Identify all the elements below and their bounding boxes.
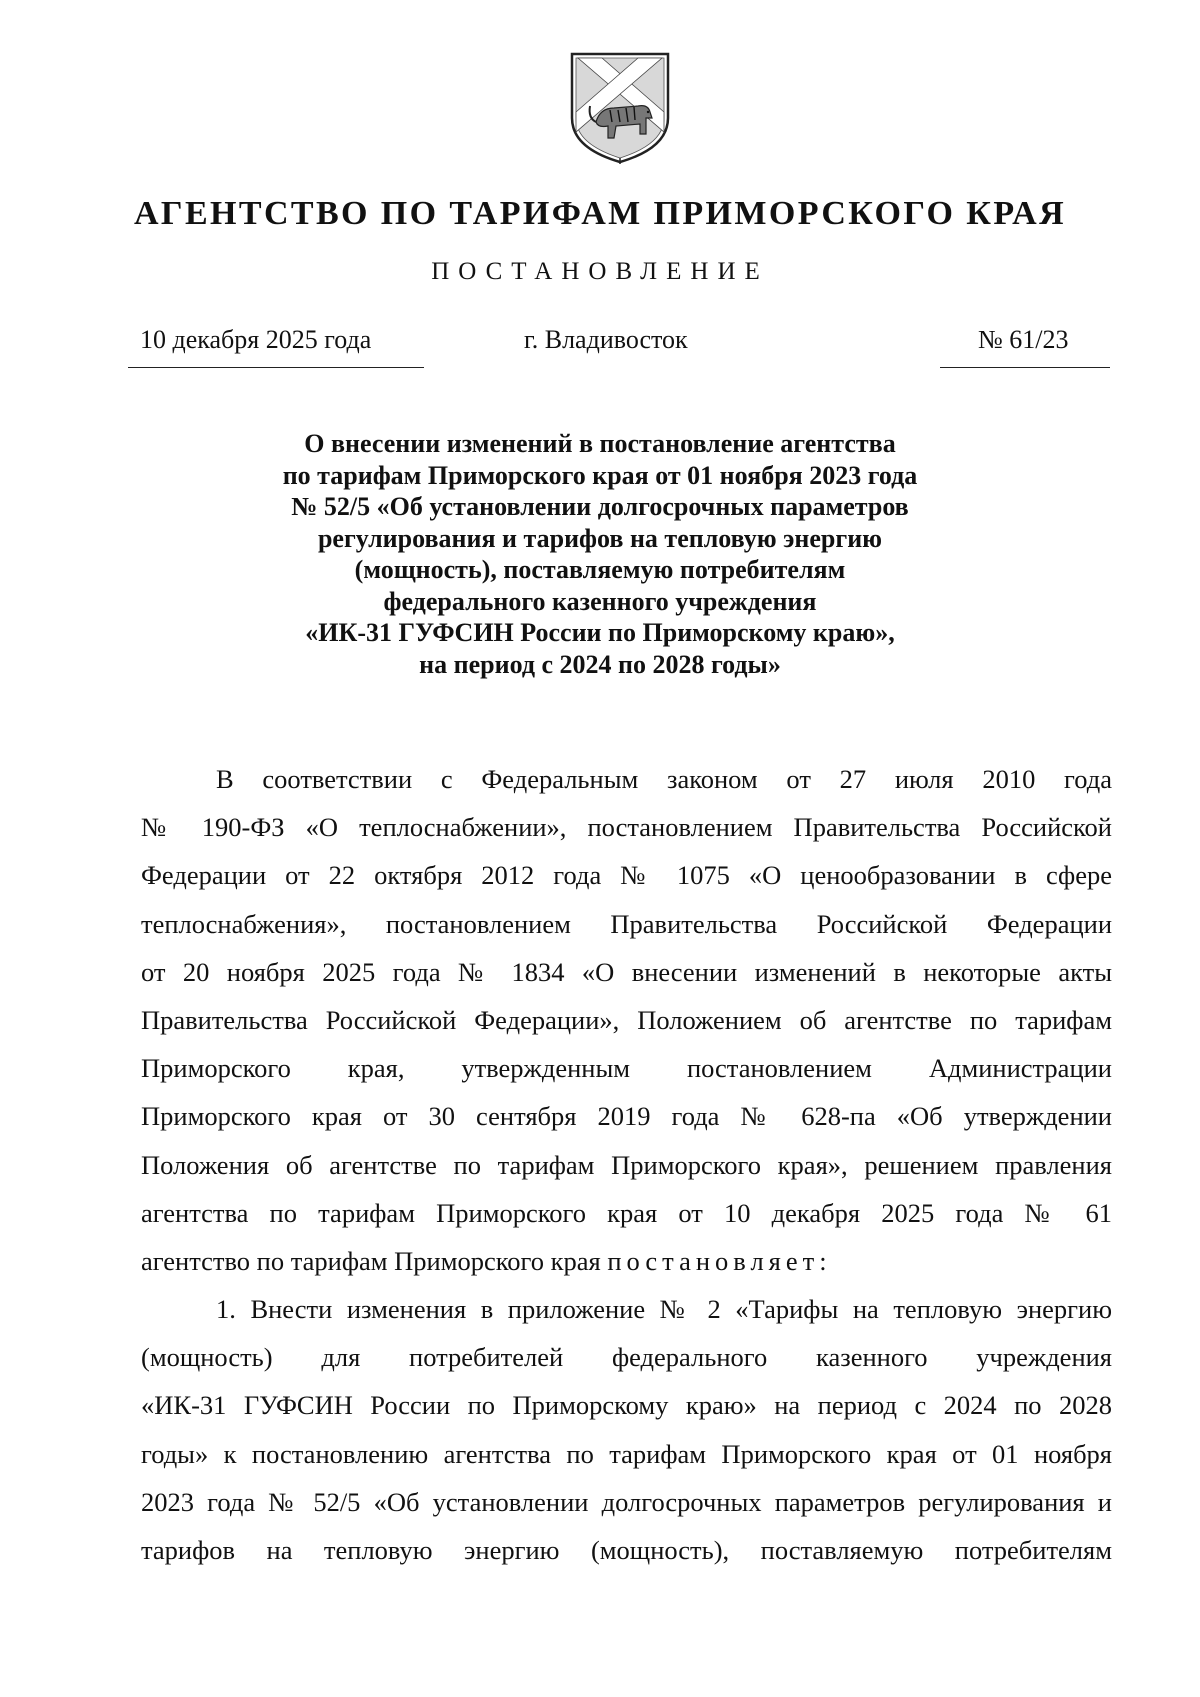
resolves-word: постановляет:: [607, 1245, 832, 1276]
body-line: годы» к постановлению агентства по тарифам Приморского края от 01 ноября: [141, 1438, 1112, 1469]
body-line: «ИК-31 ГУФСИН России по Приморскому краю» на период с 2024 по 2028: [141, 1390, 1112, 1421]
body-line: теплоснабжения», постановлением Правительства Российской Федерации: [141, 908, 1112, 939]
document-subject: [200, 428, 1000, 680]
document-type: ПОСТАНОВЛЕНИЕ: [431, 258, 769, 285]
subject-line: «ИК-31 ГУФСИН России по Приморскому краю»,: [305, 618, 895, 647]
subject-line: по тарифам Приморского края от 01 ноября 2023 года: [282, 460, 918, 490]
document-date: 10 декабря 2025 года: [140, 325, 372, 354]
subject-line: на период с 2024 по 2028 годы»: [419, 649, 781, 679]
body-line: (мощность) для потребителей федерального казенного учреждения: [141, 1342, 1112, 1373]
body-line: В соответствии с Федеральным законом от 27 июля 2010 года: [216, 764, 1112, 794]
body-line: Приморского края, утвержденным постановлением Администрации: [141, 1053, 1112, 1084]
subject-line: регулирования и тарифов на тепловую энергию: [317, 523, 883, 553]
subject-line: № 52/5 «Об установлении долгосрочных параметров: [291, 492, 909, 521]
body-line: агентства по тарифам Приморского края от 10 декабря 2025 года № 61: [141, 1197, 1112, 1228]
body-line: Положения об агентстве по тарифам Приморского края», решением правления: [141, 1149, 1112, 1180]
number-underline: [940, 367, 1110, 368]
body-line: 2023 года № 52/5 «Об установлении долгосрочных параметров регулирования и: [141, 1486, 1112, 1517]
body-line: Федерации от 22 октября 2012 года № 1075 «О ценообразовании в сфере: [141, 860, 1112, 891]
document-city: г. Владивосток: [524, 325, 688, 354]
body-line-text: агентство по тарифам Приморского края: [141, 1245, 601, 1276]
body-line: Правительства Российской Федерации», Положением об агентстве по тарифам: [141, 1004, 1112, 1035]
subject-line: О внесении изменений в постановление агентства: [304, 429, 896, 458]
resolution-line: [141, 1237, 1112, 1285]
subject-line: (мощность), поставляемую потребителям: [354, 555, 846, 584]
body-line: 1. Внести изменения в приложение № 2 «Тарифы на тепловую энергию: [216, 1294, 1112, 1325]
subject-line: федерального казенного учреждения: [383, 586, 817, 616]
body-line: от 20 ноября 2025 года № 1834 «О внесении изменений в некоторые акты: [141, 956, 1112, 987]
body-line: тарифов на тепловую энергию (мощность), поставляемую потребителям: [141, 1535, 1112, 1565]
body-line: Приморского края от 30 сентября 2019 года № 628-па «Об утверждении: [141, 1101, 1112, 1132]
date-underline: [128, 367, 424, 368]
document-number: № 61/23: [978, 325, 1069, 354]
body-line: № 190-ФЗ «О теплоснабжении», постановлением Правительства Российской: [141, 812, 1112, 843]
document-body: [141, 755, 1112, 1574]
coat-of-arms-icon: [566, 48, 674, 166]
agency-title: АГЕНТСТВО ПО ТАРИФАМ ПРИМОРСКОГО КРАЯ: [133, 195, 1067, 232]
